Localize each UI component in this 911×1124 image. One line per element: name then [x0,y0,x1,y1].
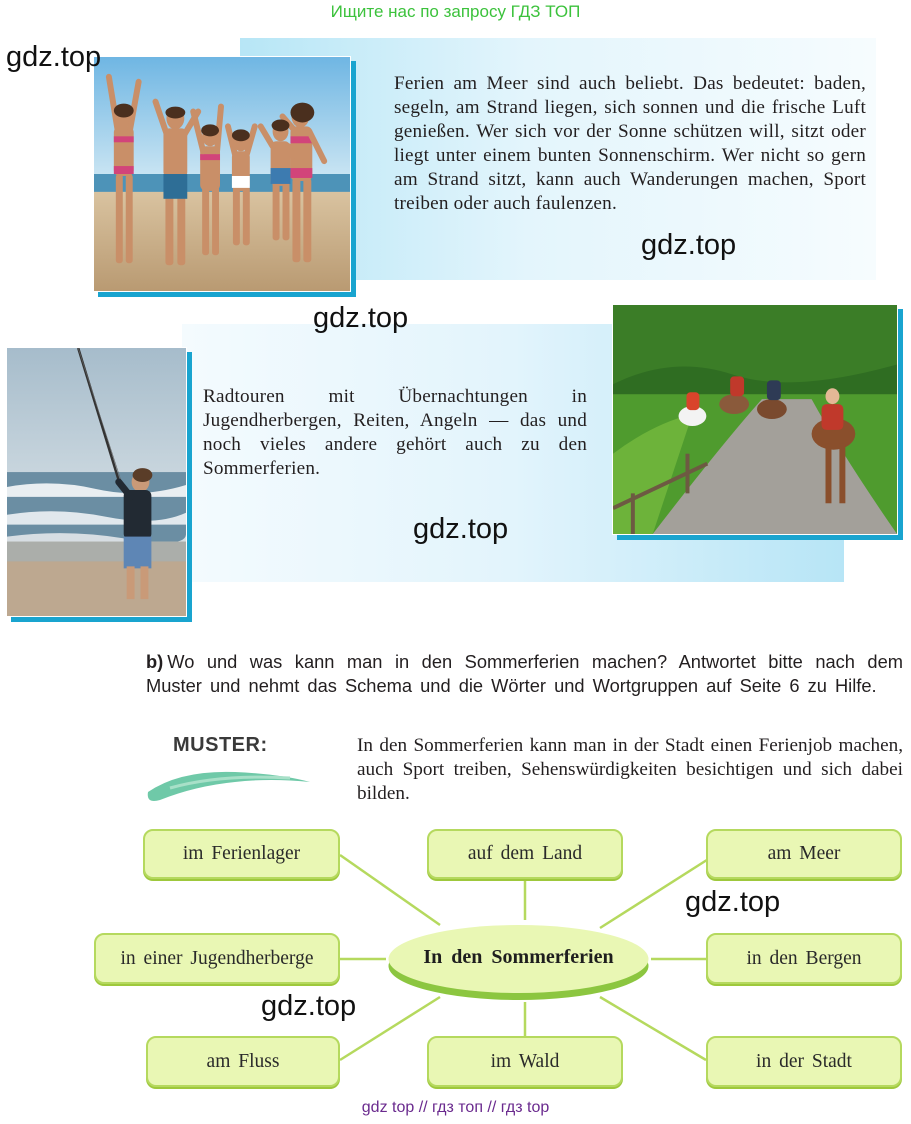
schema-node-jugendherberge: in einer Jugendherberge [94,933,340,984]
footer-links[interactable]: gdz top // гдз топ // гдз top [361,1099,550,1116]
muster-example-text: In den Sommerferien kann man in der Stadt einen Ferienjob machen, auch Sport treiben, Sehenswürdigkeiten besichtigen und sich dabei bilden. [357,735,903,804]
schema-node-meer: am Meer [706,829,902,879]
tours-paragraph: Radtouren mit Übernachtungen in Jugendherbergen, Reiten, Angeln — das und noch vieles andere gehört auch zu den Sommerferien. [203,386,587,479]
task-marker: b) [146,651,164,672]
watermark-text: gdz.top [413,513,509,545]
watermark-text: gdz.top [313,302,409,334]
schema-node-bergen: in den Bergen [706,933,902,984]
watermark-text: gdz.top [261,990,357,1022]
schema-center-label: In den Sommerferien [423,946,614,968]
watermark-text: gdz.top [6,41,102,73]
schema-node-land: auf dem Land [427,829,623,879]
watermark-text: gdz.top [685,886,781,918]
task-text: Wo und was kann man in den Sommerferien machen? Antwortet bitte nach dem Muster und nehmt das Schema und die Wörter und Wortgruppen auf Seite 6 zu Hilfe. [146,651,903,696]
muster-label: MUSTER: [173,734,268,756]
beach-paragraph: Ferien am Meer sind auch beliebt. Das bedeutet: baden, segeln, am Strand liegen, sich sonnen und die frische Luft genießen. Wer sich vor der Sonne schützen will, sitzt oder liegt unter einem bunten Sonnenschirm. Wer nicht so gern am Strand sitzt, kann auch Wanderungen machen, Sport treiben oder auch faulenzen. [394,73,866,214]
schema-node-stadt: in der Stadt [706,1036,902,1087]
schema-node-fluss: am Fluss [146,1036,340,1087]
schema-node-wald: im Wald [427,1036,623,1087]
search-hint-link[interactable]: Ищите нас по запросу ГДЗ ТОП [330,2,581,21]
watermark-text: gdz.top [641,229,737,261]
schema-node-ferienlager: im Ferienlager [143,829,340,879]
